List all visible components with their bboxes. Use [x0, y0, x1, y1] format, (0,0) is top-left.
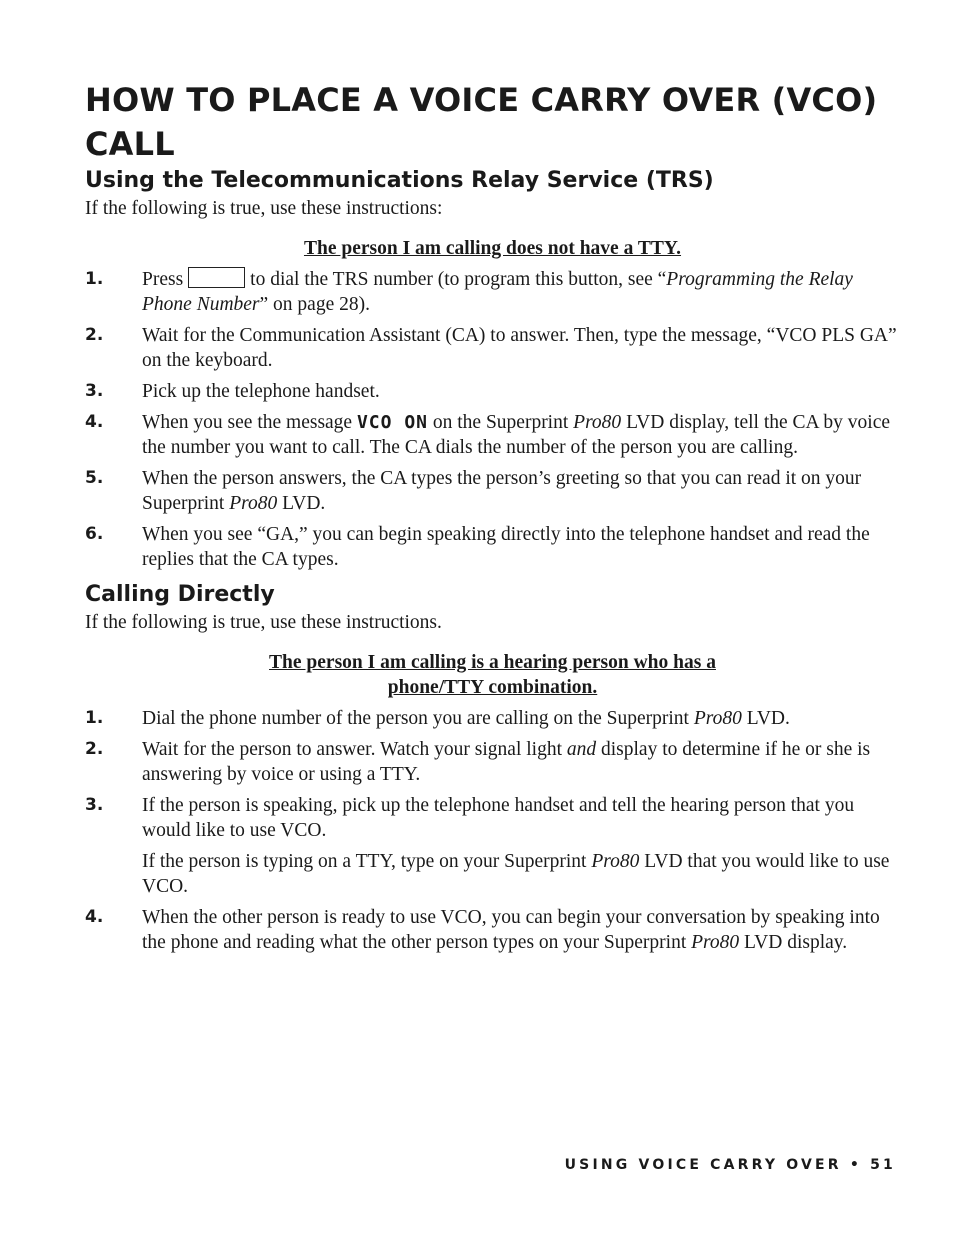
direct-section	[85, 580, 900, 955]
direct-condition	[85, 650, 900, 700]
footer-section-title: USING VOICE CARRY OVER	[564, 1157, 842, 1173]
direct-intro: If the following is true, use these instructions.	[85, 612, 442, 633]
step-number: 1.	[85, 269, 104, 289]
condition-line: The person I am calling is a hearing person who has a	[269, 652, 716, 673]
direct-step-1	[85, 706, 900, 731]
step-text: If the person is speaking, pick up the telephone handset and tell the hearing person that you would like to use VCO.	[142, 795, 855, 841]
step-text	[142, 737, 900, 787]
step-number: 3.	[85, 381, 104, 401]
step-text-part: Press	[142, 269, 184, 290]
trs-step-5	[85, 466, 900, 516]
step-text-continued	[142, 849, 900, 899]
step-text-part: Wait for the person to answer. Watch your signal light	[142, 739, 562, 760]
step-number: 4.	[85, 907, 104, 927]
step-text: Wait for the Communication Assistant (CA) to answer. Then, type the message, “VCO PLS GA” on the keyboard.	[142, 325, 897, 371]
step-text: Pick up the telephone handset.	[142, 381, 380, 402]
step-number: 6.	[85, 524, 104, 544]
trs-condition: The person I am calling does not have a TTY.	[303, 238, 682, 259]
direct-step-4	[85, 905, 900, 955]
step-text-part: ” on page 28).	[259, 294, 370, 315]
trs-step-3	[85, 379, 900, 404]
step-number: 2.	[85, 325, 104, 345]
step-text-part: When the person answers, the CA types the person’s greeting so that you can read it on your Superprint	[142, 468, 862, 514]
model-name: Pro80	[229, 493, 278, 514]
trs-step-1	[85, 267, 900, 317]
page-title: HOW TO PLACE A VOICE CARRY OVER (VCO) CALL	[85, 81, 878, 163]
cross-reference: Programming the Relay Phone Number	[142, 269, 853, 315]
step-number: 3.	[85, 795, 104, 815]
step-number: 2.	[85, 739, 104, 759]
trs-intro: If the following is true, use these instructions:	[85, 198, 443, 219]
model-name: Pro80	[573, 412, 622, 433]
step-text-part: If the person is typing on a TTY, type on your Superprint	[142, 851, 587, 872]
step-number: 1.	[85, 708, 104, 728]
step-text-part: LVD.	[746, 708, 790, 729]
direct-step-3	[85, 793, 900, 899]
model-name: Pro80	[691, 932, 740, 953]
model-name: Pro80	[591, 851, 640, 872]
step-text-part: LVD.	[282, 493, 326, 514]
step-text	[142, 267, 900, 317]
relay-button-icon	[188, 267, 245, 288]
manual-page	[85, 78, 900, 955]
step-text	[142, 466, 900, 516]
step-text	[142, 905, 900, 955]
lcd-message: VCO ON	[356, 412, 428, 433]
step-text-part: When the other person is ready to use VCO, you can begin your conversation by speaking into the phone and reading what the other person types on your Superprint	[142, 907, 880, 953]
trs-step-4	[85, 410, 900, 460]
model-name: Pro80	[693, 708, 742, 729]
direct-step-2	[85, 737, 900, 787]
emphasis: and	[566, 739, 597, 760]
direct-heading: Calling Directly	[85, 582, 275, 607]
step-text-part: display to determine if he or she is answering by voice or using a TTY.	[142, 739, 871, 785]
page-number: 51	[870, 1157, 896, 1173]
step-number: 5.	[85, 468, 104, 488]
step-text-part: on the Superprint	[432, 412, 569, 433]
direct-steps	[85, 706, 900, 955]
trs-step-2	[85, 323, 900, 373]
step-text-part: LVD that you would like to use VCO.	[142, 851, 890, 897]
condition-line: phone/TTY combination.	[387, 677, 598, 698]
footer-separator: •	[849, 1157, 863, 1173]
page-footer	[565, 1157, 896, 1173]
step-text-part: When you see the message	[142, 412, 353, 433]
step-number: 4.	[85, 412, 104, 432]
trs-section	[85, 166, 900, 572]
trs-step-6	[85, 522, 900, 572]
step-text	[142, 706, 900, 731]
trs-steps	[85, 267, 900, 572]
trs-heading: Using the Telecommunications Relay Service (TRS)	[85, 168, 714, 193]
step-text: When you see “GA,” you can begin speaking directly into the telephone handset and read the replies that the CA types.	[142, 524, 870, 570]
step-text	[142, 410, 900, 460]
step-text-part: LVD display.	[744, 932, 848, 953]
step-text-part: LVD display, tell the CA by voice the number you want to call. The CA dials the number of the person you are calling.	[142, 412, 891, 458]
step-text-part: Dial the phone number of the person you are calling on the Superprint	[142, 708, 689, 729]
step-text-part: to dial the TRS number (to program this button, see “	[250, 269, 667, 290]
